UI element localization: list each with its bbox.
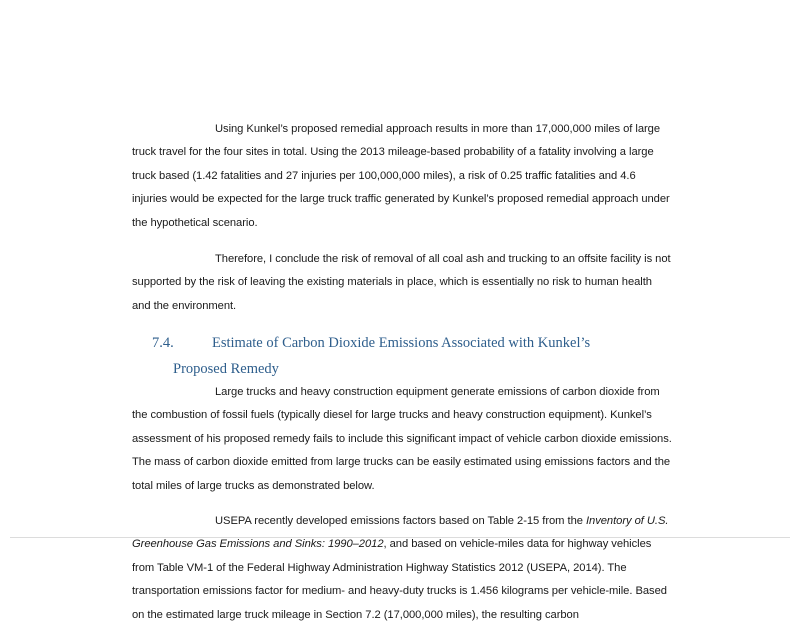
usepa-text-after: , and based on vehicle-miles data for highway vehicles from Table VM-1 of the Federal Highway Administration Highway Statistics 2012 (USEPA, 2014). The transportation emissions factor for medium- and heavy-duty trucks is 1.456 kilograms per vehicle-mile. Based on the estimated large truck mileage in Section 7.2 (17,000,000 miles), the resulting carbon: [132, 538, 667, 621]
section-number: 7.4.: [152, 335, 174, 351]
paragraph-truck-travel-risk: Using Kunkel’s proposed remedial approach results in more than 17,000,000 miles of large truck travel for the four sites in total. Using the 2013 mileage-based probability of a fatality involving a large truck based (1.42 fatalities and 27 injuries per 100,000,000 miles), a risk of 0.25 traffic fatalities and 4.6 injuries would be expected for the large truck traffic generated by Kunkel’s proposed remedial approach under the hypothetical scenario.: [132, 123, 670, 229]
usepa-text-before: USEPA recently developed emissions factors based on Table 2-15 from the: [215, 515, 586, 527]
section-heading-7-4: [152, 330, 672, 382]
section-title-line2: Proposed Remedy: [173, 361, 279, 377]
section-title-line1: Estimate of Carbon Dioxide Emissions Associated with Kunkel’s: [212, 335, 591, 351]
paragraph-usepa-factors: [132, 510, 672, 627]
paragraph-conclusion: Therefore, I conclude the risk of removal of all coal ash and trucking to an offsite facility is not supported by the risk of leaving the existing materials in place, which is essentially no risk to human health and the environment.: [132, 253, 671, 312]
paragraph-co2-emissions: Large trucks and heavy construction equipment generate emissions of carbon dioxide from the combustion of fossil fuels (typically diesel for large trucks and heavy construction equipment). Kunkel’s assessment of his proposed remedy fails to include this significant impact of vehicle carbon dioxide emissions. The mass of carbon dioxide emitted from large trucks can be easily estimated using emissions factors and the total miles of large trucks as demonstrated below.: [132, 386, 672, 492]
inventory-title: Inventory of U.S. Greenhouse Gas Emissions and Sinks: 1990–2012: [132, 515, 669, 551]
